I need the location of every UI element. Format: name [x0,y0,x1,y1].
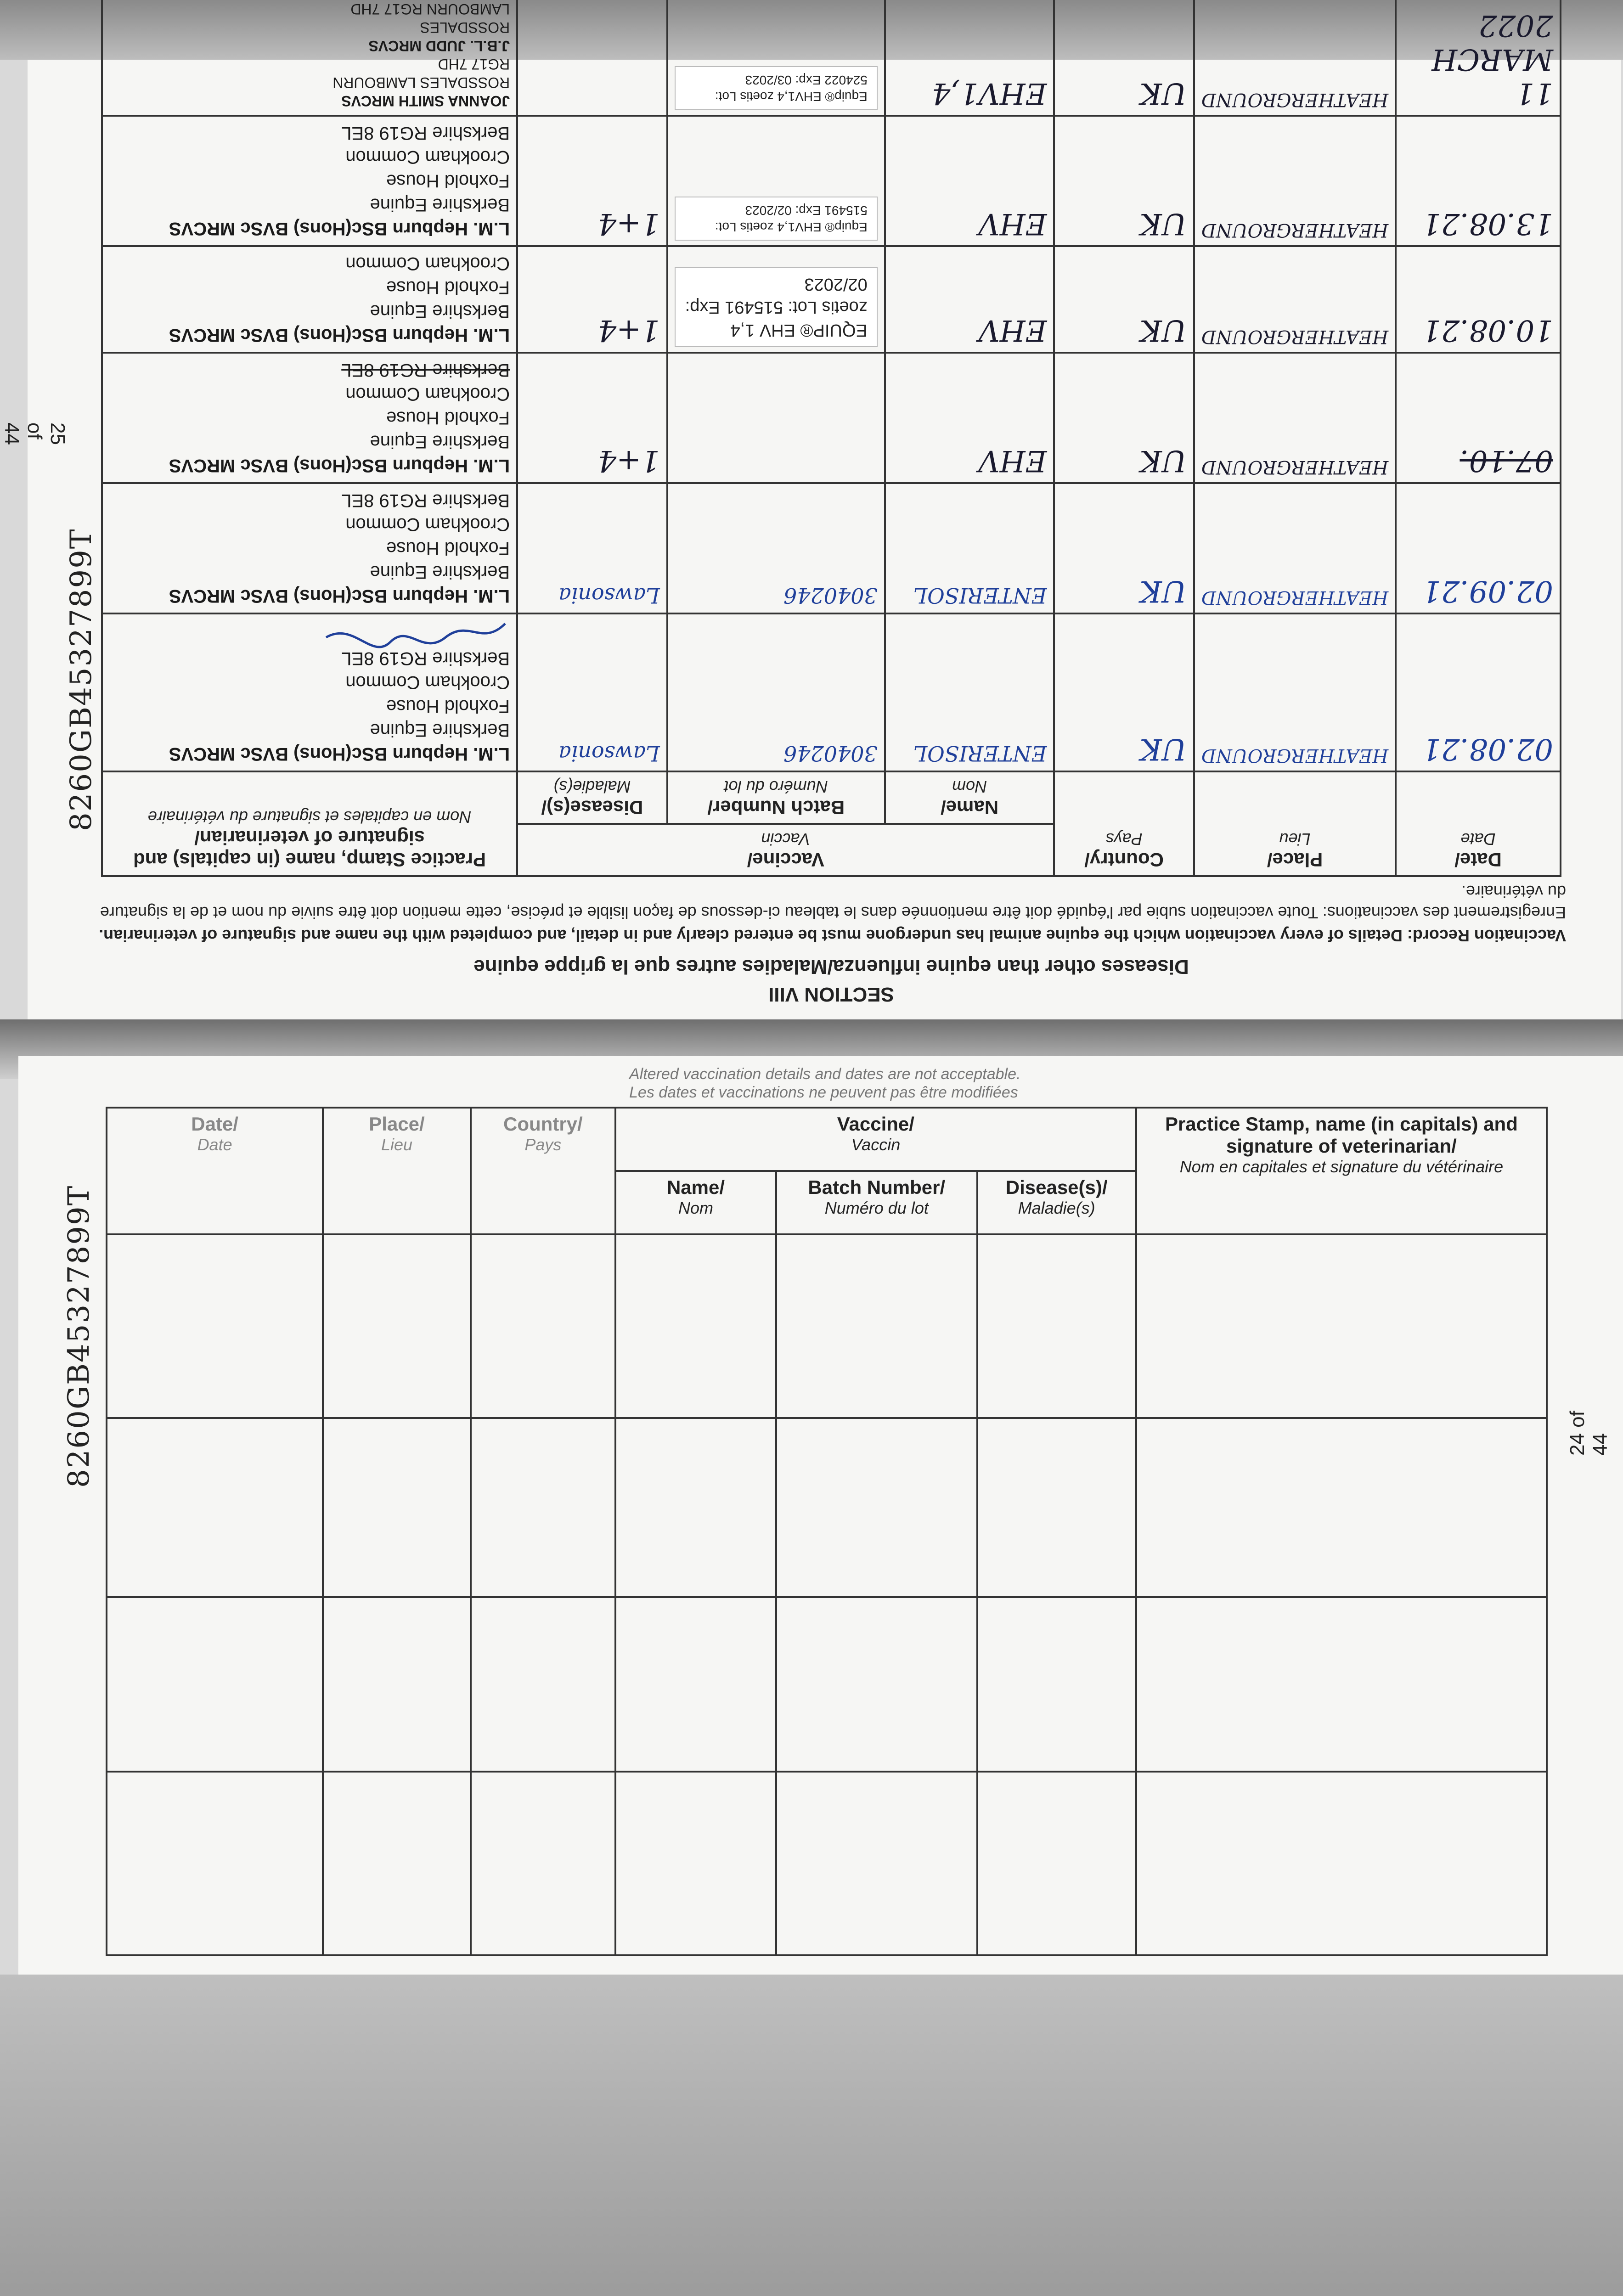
table-row [102,613,1561,771]
cell-country: UK [1054,483,1194,613]
stamp-line: Berkshire Equine [370,195,510,215]
cell-date: 13.08.21 [1396,116,1561,246]
cell-disease: 1+4 [517,116,667,246]
cell-disease: Lawsonia [517,613,667,771]
cell-date: 11 MARCH 2022 [1396,0,1561,116]
stamp-line: Crookham Common [345,147,510,167]
scan-border-bottom [0,1975,1623,2296]
cell-place: HEATHERGROUND [1194,116,1396,246]
stamp-line: Berkshire Equine [370,720,510,740]
intro-fr: Enregistrement des vaccinations: Toute vaccination subie par l'équidé doit être mentionnée dans le tableau ci-dessous de façon lisible et précise, cette mention doit être suivie du nom et de la signature du vétérinaire. [100,882,1566,922]
header-stamp: Practice Stamp, name (in capitals) and signature of veterinarian/ Nom en capitales et signature du vétérinaire [102,771,517,876]
cell-date: 07.10. [1396,353,1561,483]
cell-country: UK [1054,353,1194,483]
stamp-line: Berkshire RG19 8EL [341,360,510,380]
cell-batch: 3040246 [667,613,885,771]
header-disease: Disease(s)/ Maladie(s) [517,771,667,824]
cell-batch [667,0,885,116]
cell-date: 02.09.21 [1396,483,1561,613]
batch-sticker: Equip® EHV1,4 zoetis Lot: 524022 Exp: 03/2023 [675,66,878,110]
stamp-line: JOANNA SMITH MRCVS [341,93,510,109]
header-batch: Batch Number/ Numéro du lot [776,1171,977,1234]
header-vaccine: Vaccine/ Vaccin [615,1108,1136,1171]
header-name: Name/ Nom [615,1171,776,1234]
empty-row [107,1234,1547,1418]
cell-name: EHV [885,246,1054,353]
passport-id: 8260GB45327899T [62,1185,96,1488]
cell-country: UK [1054,0,1194,116]
passport-id: 8260GB45327899T [64,528,98,831]
vaccination-table-upper [101,0,1561,877]
cell-country: UK [1054,613,1194,771]
cell-name: EHV1,4 [885,0,1054,116]
table-row [102,0,1561,116]
cell-name: EHV [885,353,1054,483]
cell-name: ENTERISOL [885,613,1054,771]
empty-row [107,1597,1547,1772]
stamp-line: Foxhold House [386,408,510,428]
stamp-line: L.M. Hepburn BSc(Hons) BVSc MRCVS [169,219,510,239]
stamp-line: Berkshire Equine [370,562,510,582]
cell-country: UK [1054,246,1194,353]
rotated-content [0,1,1621,1019]
stamp-line: RG17 7HD [438,56,510,73]
vaccination-table-lower [106,1107,1548,1956]
stamp-line: Berkshire RG19 8EL [341,490,510,511]
stamp-line: ROSSDALES [420,19,510,36]
passport-page-24 [18,1056,1623,1975]
table-row [102,483,1561,613]
cell-date: 02.08.21 [1396,613,1561,771]
cell-stamp [102,353,517,483]
cell-country: UK [1054,116,1194,246]
cell-name: ENTERISOL [885,483,1054,613]
batch-sticker: Equip® EHV1,4 zoetis Lot: 515491 Exp: 02/2023 [675,197,878,241]
cell-place: HEATHERGROUND [1194,0,1396,116]
cell-disease: 1+4 [517,353,667,483]
signature [280,619,510,647]
cell-stamp [102,116,517,246]
cell-stamp [102,483,517,613]
header-place: Place/ Lieu [323,1108,471,1234]
stamp-line: Berkshire Equine [370,432,510,452]
stamp-line: Berkshire RG19 8EL [341,648,510,669]
cell-date: 10.08.21 [1396,246,1561,353]
cell-batch [667,116,885,246]
cell-stamp [102,0,517,116]
stamp-line: Crookham Common [345,253,510,274]
header-stamp: Practice Stamp, name (in capitals) and signature of veterinarian/ Nom en capitales et signature du vétérinaire [1136,1108,1547,1234]
stamp-line: Berkshire Equine [370,301,510,321]
stamp-line: Crookham Common [345,672,510,692]
header-date: Date/ Date [107,1108,323,1234]
cell-place: HEATHERGROUND [1194,483,1396,613]
table-row [102,116,1561,246]
header-disease: Disease(s)/ Maladie(s) [977,1171,1136,1234]
stamp-line: Crookham Common [345,514,510,535]
cell-batch [667,353,885,483]
header-batch: Batch Number/ Numéro du lot [667,771,885,824]
cell-place: HEATHERGROUND [1194,613,1396,771]
cell-batch: 3040246 [667,483,885,613]
empty-row [107,1418,1547,1597]
stamp-line: ROSSDALES LAMBOURN [332,74,510,91]
cell-batch [667,246,885,353]
note-fr: Les dates et vaccinations ne peuvent pas être modifiées [629,1084,1018,1101]
stamp-line: Foxhold House [386,538,510,558]
stamp-line: L.M. Hepburn BSc(Hons) BVSc MRCVS [169,744,510,764]
stamp-line: J.B.L. JUDD MRCVS [368,38,510,54]
cell-stamp [102,246,517,353]
passport-page-25 [0,1,1621,1019]
stamp-line: Foxhold House [386,696,510,716]
empty-row [107,1772,1547,1955]
cell-name: EHV [885,116,1054,246]
stamp-line: LAMBOURN RG17 7HD [350,1,510,17]
cell-place: HEATHERGROUND [1194,246,1396,353]
stamp-line: L.M. Hepburn BSc(Hons) BVSc MRCVS [169,325,510,345]
table-row [102,353,1561,483]
stamp-line: Foxhold House [386,277,510,298]
intro-en: Vaccination Record: Details of every vaccination which the equine animal has undergone must be entered clearly and in detail, and completed with the name and signature of veterinarian. [99,926,1566,945]
header-date: Date/ Date [1396,771,1561,876]
table-row [102,246,1561,353]
section-title: SECTION VIII [768,983,894,1006]
stamp-line: L.M. Hepburn BSc(Hons) BVSc MRCVS [169,456,510,476]
stamp-line: L.M. Hepburn BSc(Hons) BVSc MRCVS [169,586,510,606]
cell-disease [517,0,667,116]
note-en: Altered vaccination details and dates are not acceptable. [629,1065,1021,1083]
cell-disease: Lawsonia [517,483,667,613]
section-heading: Diseases other than equine influenza/Maladies autres que la grippe equine [473,956,1189,978]
cell-stamp [102,613,517,771]
header-row [107,1108,1547,1171]
page-number: 25 of 44 [0,422,69,445]
header-name: Name/ Nom [885,771,1054,824]
header-country: Country/ Pays [1054,771,1194,876]
header-country: Country/ Pays [471,1108,615,1234]
cell-disease: 1+4 [517,246,667,353]
page-number: 24 of 44 [1566,1411,1612,1456]
header-place: Place/ Lieu [1194,771,1396,876]
stamp-line: Berkshire RG19 8EL [341,123,510,143]
stamp-line: Crookham Common [345,384,510,404]
stamp-line: Foxhold House [386,171,510,191]
cell-place: HEATHERGROUND [1194,353,1396,483]
header-vaccine: Vaccine/ Vaccin [517,824,1054,876]
batch-sticker: EQUIP® EHV 1,4 zoetis Lot: 515491 Exp: 02/2023 [675,267,878,347]
header-row [102,824,1561,876]
